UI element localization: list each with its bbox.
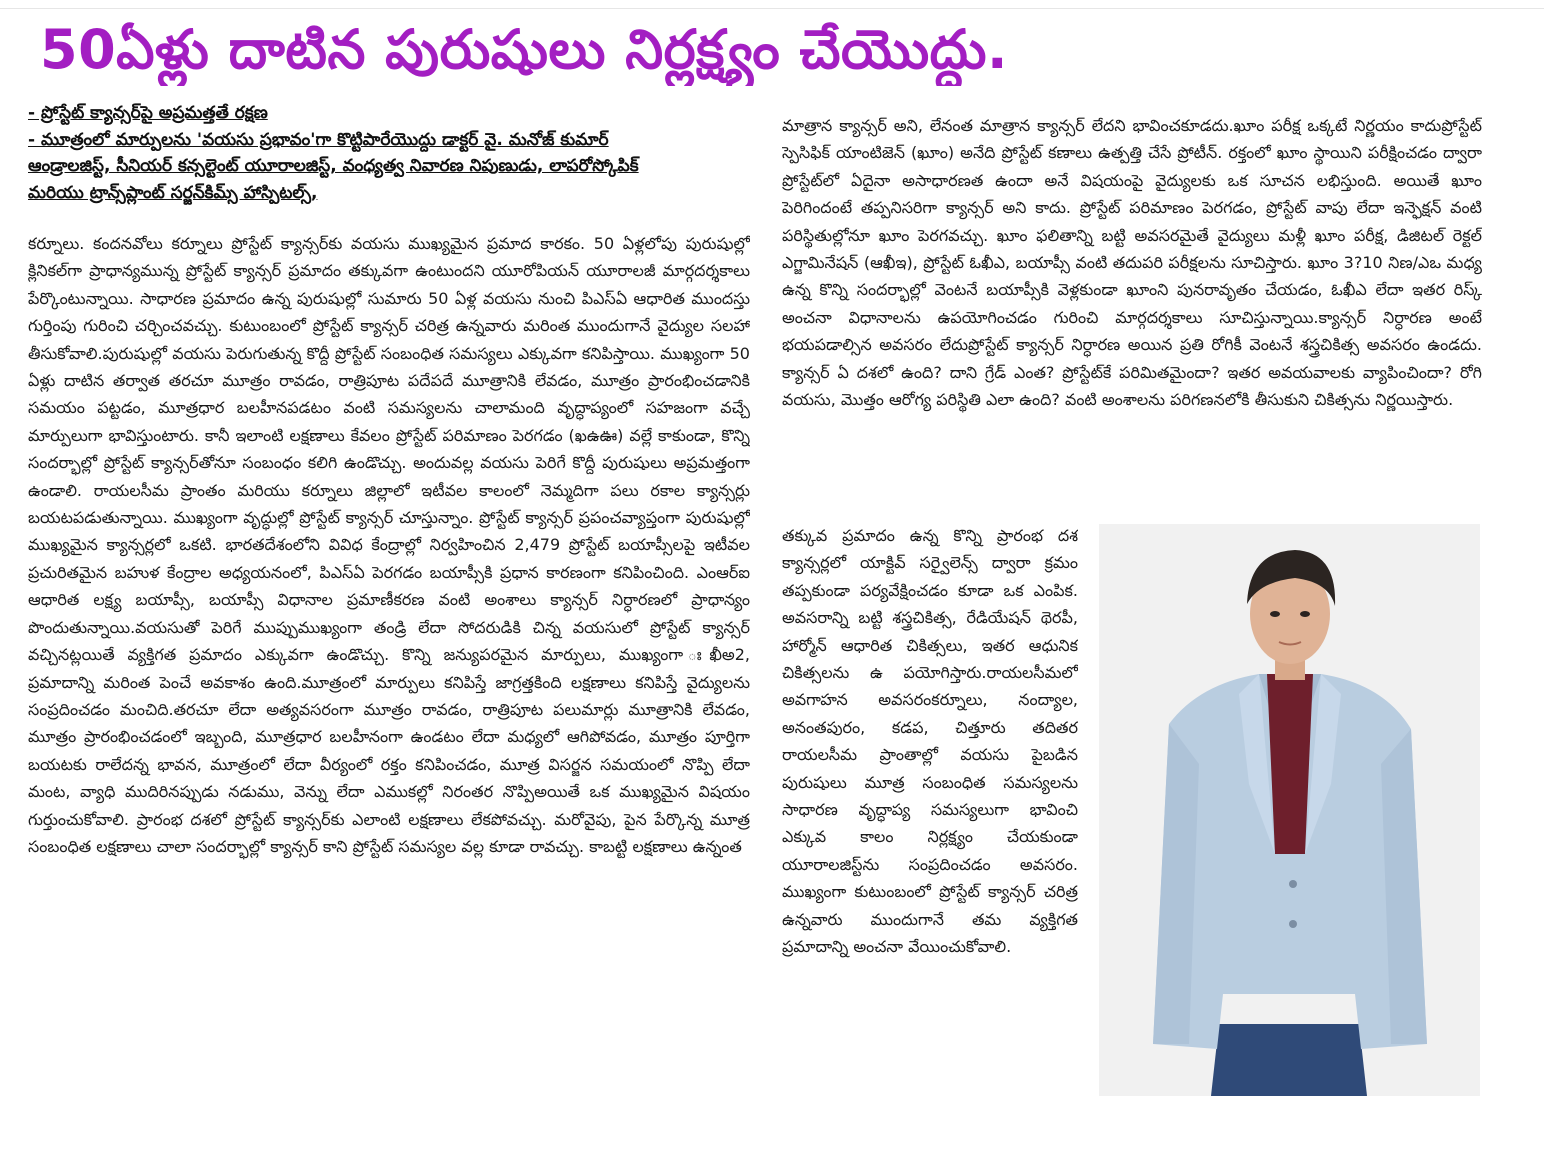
credit-line: - ప్రోస్టేట్ క్యాన్సర్‌పై అప్రమత్తతే రక్షణ xyxy=(28,103,268,123)
article-column-narrow xyxy=(782,522,1078,1082)
credit-line: ఆండ్రాలజిస్ట్, సీనియర్ కన్సల్టెంట్ యూరాలజిస్ట్, వంధ్యత్వ నివారణ నిపుణుడు, లాపరోస్కోపిక్ xyxy=(28,156,639,176)
article-text: కర్నూలు. కందనవోలు కర్నూలు ప్రోస్టేట్ క్యాన్సర్‌కు వయసు ముఖ్యమైన ప్రమాద కారకం. 50 ఏళ్లలోపు పురుషుల్లో క్లినికల్‌గా ప్రాధాన్యమున్న ప్రోస్టేట్ క్యాన్సర్ ప్రమాదం తక్కువగా ఉంటుందని యూరోపియన్ యూరాలజీ మార్గదర్శకాలు పేర్కొంటున్నాయి. సాధారణ ప్రమాదం ఉన్న పురుషుల్లో సుమారు 50 ఏళ్ల వయసు నుంచి పిఎస్ఏ ఆధారిత ముందస్తు గుర్తింపు గురించి చర్చించవచ్చు. కుటుంబంలో ప్రోస్టేట్ క్యాన్సర్ చరిత్ర ఉన్నవారు మరింత ముందుగానే వైద్యుల సలహా తీసుకోవాలి.పురుషుల్లో వయసు పెరుగుతున్న కొద్దీ ప్రోస్టేట్ సంబంధిత సమస్యలు ఎక్కువగా కనిపిస్తాయి. ముఖ్యంగా 50 ఏళ్లు దాటిన తర్వాత తరచూ మూత్రం రావడం, రాత్రిపూట పదేపదే మూత్రానికి లేవడం, మూత్రం ప్రారంభించడానికి సమయం పట్టడం, మూత్రధార బలహీనపడటం వంటి సమస్యలను చాలామంది వృద్ధాప్యంలో సహజంగా వచ్చే మార్పులుగా భావిస్తుంటారు. కానీ ఇలాంటి లక్షణాలు కేవలం ప్రోస్టేట్ పరిమాణం పెరగడం (ఖఉఊ) వల్లే కాకుండా, కొన్ని సందర్భాల్లో ప్రోస్టేట్ క్యాన్సర్‌తోనూ సంబంధం కలిగి ఉండొచ్చు. అందువల్ల వయసు పెరిగే కొద్దీ పురుషులు అప్రమత్తంగా ఉండాలి. రాయలసీమ ప్రాంతం మరియు కర్నూలు జిల్లాలో ఇటీవల కాలంలో నెమ్మదిగా పలు రకాల క్యాన్సర్లు బయటపడుతున్నాయి. ముఖ్యంగా వృద్ధుల్లో ప్రోస్టేట్ క్యాన్సర్ చూస్తున్నాం. ప్రోస్టేట్ క్యాన్సర్ ప్రపంచవ్యాప్తంగా పురుషుల్లో ముఖ్యమైన క్యాన్సర్లలో ఒకటి. భారతదేశంలోని వివిధ కేంద్రాల్లో నిర్వహించిన 2,479 ప్రోస్టేట్ బయాప్సీలపై ఇటీవల ప్రచురితమైన బహుళ కేంద్రాల అధ్యయనంలో, పిఎస్ఏ పెరగడం బయాప్సీకి ప్రధాన కారణంగా కనిపించింది. ఎంఆర్ఐ ఆధారిత లక్ష్య బయాప్సీ, బయాప్సీ విధానాల ప్రమాణీకరణ వంటి అంశాలు క్యాన్సర్ నిర్ధారణలో ప్రాధాన్యం పొందుతున్నాయి.వయసుతో పెరిగే ముప్పుముఖ్యంగా తండ్రి లేదా సోదరుడికి చిన్న వయసులో ప్రోస్టేట్ క్యాన్సర్ వచ్చినట్లయితే వ్యక్తిగత ప్రమాదం ఎక్కువగా ఉండొచ్చు. కొన్ని జన్యుపరమైన మార్పులు, ముఖ్యంగా ఃఖీఅ2, ప్రమాదాన్ని మరింత పెంచే అవకాశం ఉంది.మూత్రంలో మార్పులు కనిపిస్తే జాగ్రత్తకింది లక్షణాలు కనిపిస్తే వైద్యులను సంప్రదించడం మంచిది.తరచూ లేదా అత్యవసరంగా మూత్రం రావడం, రాత్రిపూట పలుమార్లు మూత్రానికి లేవడం, మూత్రం ప్రారంభించడంలో ఇబ్బంది, మూత్రధార బలహీనంగా ఉండటం లేదా మధ్యలో ఆగిపోవడం, మూత్రం పూర్తిగా బయటకు రాలేదన్న భావన, మూత్రంలో లేదా వీర్యంలో రక్తం కనిపించడం, మూత్ర విసర్జన సమయంలో నొప్పి లేదా మంట, వ్యాధి ముదిరినప్పుడు నడుము, వెన్ను లేదా ఎముకల్లో నిరంతర నొప్పిఅయితే ఒక ముఖ్యమైన విషయం గుర్తుంచుకోవాలి. ప్రారంభ దశలో ప్రోస్టేట్ క్యాన్సర్‌కు ఎలాంటి లక్షణాలు లేకపోవచ్చు. మరోవైపు, పైన పేర్కొన్న మూత్ర సంబంధిత లక్షణాలు చాలా సందర్భాల్లో క్యాన్సర్ కాని ప్రోస్టేట్ సమస్యల వల్ల కూడా రావచ్చు. కాబట్టి లక్షణాలు ఉన్నంత xyxy=(28,234,750,856)
top-strip xyxy=(0,0,1544,9)
article-text: మాత్రాన క్యాన్సర్ అని, లేనంత మాత్రాన క్యాన్సర్ లేదని భావించకూడదు.ఖూం పరీక్ష ఒక్కటే నిర్ణయం కాదుప్రోస్టేట్ స్పెసిఫిక్ యాంటిజెన్ (ఖూం) అనేది ప్రోస్టేట్ కణాలు ఉత్పత్తి చేసే ప్రోటీన్. రక్తంలో ఖూం స్థాయిని పరీక్షించడం ద్వారా ప్రోస్టేట్‌లో ఏదైనా అసాధారణత ఉందా అనే విషయంపై వైద్యులకు ఒక సూచన లభిస్తుంది. అయితే ఖూం పెరిగిందంటే తప్పనిసరిగా క్యాన్సర్ అని కాదు. ప్రోస్టేట్ పరిమాణం పెరగడం, ప్రోస్టేట్ వాపు లేదా ఇన్ఫెక్షన్ వంటి పరిస్థితుల్లోనూ ఖూం పెరగవచ్చు. ఖూం ఫలితాన్ని బట్టి అవసరమైతే వైద్యులు మళ్లీ ఖూం పరీక్ష, డిజిటల్ రెక్టల్ ఎగ్జామినేషన్ (ఆఖీఇ), ప్రోస్టేట్ ఓఖీఎ, బయాప్సీ వంటి తదుపరి పరీక్షలను సూచిస్తారు. ఖూం 3?10 నిణ/ఎఒ మధ్య ఉన్న కొన్ని సందర్భాల్లో వెంటనే బయాప్సీకి వెళ్లకుండా ఖూంని పునరావృతం చేయడం, ఓఖీఎ లేదా ఇతర రిస్క్ అంచనా విధానాలను ఉపయోగించడం గురించి మార్గదర్శకాలు సూచిస్తున్నాయి.క్యాన్సర్ నిర్ధారణ అంటే భయపడాల్సిన అవసరం లేదుప్రోస్టేట్ క్యాన్సర్ నిర్ధారణ అయిన ప్రతి రోగికీ వెంటనే శస్త్రచికిత్స అవసరం ఉండదు. క్యాన్సర్ ఏ దశలో ఉంది? దాని గ్రేడ్ ఎంత? ప్రోస్టేట్‌కే పరిమితమైందా? ఇతర అవయవాలకు వ్యాపించిందా? రోగి వయసు, మొత్తం ఆరోగ్య పరిస్థితి ఎలా ఉంది? వంటి అంశాలను పరిగణనలోకి తీసుకుని చికిత్సను నిర్ణయిస్తారు. xyxy=(782,116,1482,410)
headline: 50ఏళ్లు దాటిన పురుషులు నిర్లక్ష్యం చేయొద్దు. xyxy=(40,18,1008,81)
credit-line: మరియు ట్రాన్స్‌ప్లాంట్ సర్జన్‌కిమ్స్ హాస్పిటల్స్, xyxy=(28,182,318,203)
article-column-left xyxy=(28,230,750,1102)
credits-block xyxy=(28,100,758,206)
portrait-illustration xyxy=(1099,524,1480,1096)
credit-line: - మూత్రంలో మార్పులను 'వయసు ప్రభావం'గా కొట్టిపారేయొద్దు డాక్టర్ వై. మనోజ్ కుమార్ xyxy=(28,129,609,150)
doctor-photo xyxy=(1099,524,1480,1096)
article-column-right xyxy=(782,112,1482,524)
article-text: తక్కువ ప్రమాదం ఉన్న కొన్ని ప్రారంభ దశ క్యాన్సర్లలో యాక్టివ్ సర్వైలెన్స్ ద్వారా క్రమం తప్పకుండా పర్యవేక్షించడం కూడా ఒక ఎంపిక. అవసరాన్ని బట్టి శస్త్రచికిత్స, రేడియేషన్ థెరపీ, హార్మోన్ ఆధారిత చికిత్సలు, ఇతర ఆధునిక చికిత్సలను ఉ పయోగిస్తారు.రాయలసీమలో అవగాహన అవసరంకర్నూలు, నంద్యాల, అనంతపురం, కడప, చిత్తూరు తదితర రాయలసీమ ప్రాంతాల్లో వయసు పైబడిన పురుషులు మూత్ర సంబంధిత సమస్యలను సాధారణ వృద్ధాప్య సమస్యలుగా భావించి ఎక్కువ కాలం నిర్లక్ష్యం చేయకుండా యూరాలజిస్ట్‌ను సంప్రదించడం అవసరం. ముఖ్యంగా కుటుంబంలో ప్రోస్టేట్ క్యాన్సర్ చరిత్ర ఉన్నవారు ముందుగానే తమ వ్యక్తిగత ప్రమాదాన్ని అంచనా వేయించుకోవాలి. xyxy=(782,526,1078,957)
